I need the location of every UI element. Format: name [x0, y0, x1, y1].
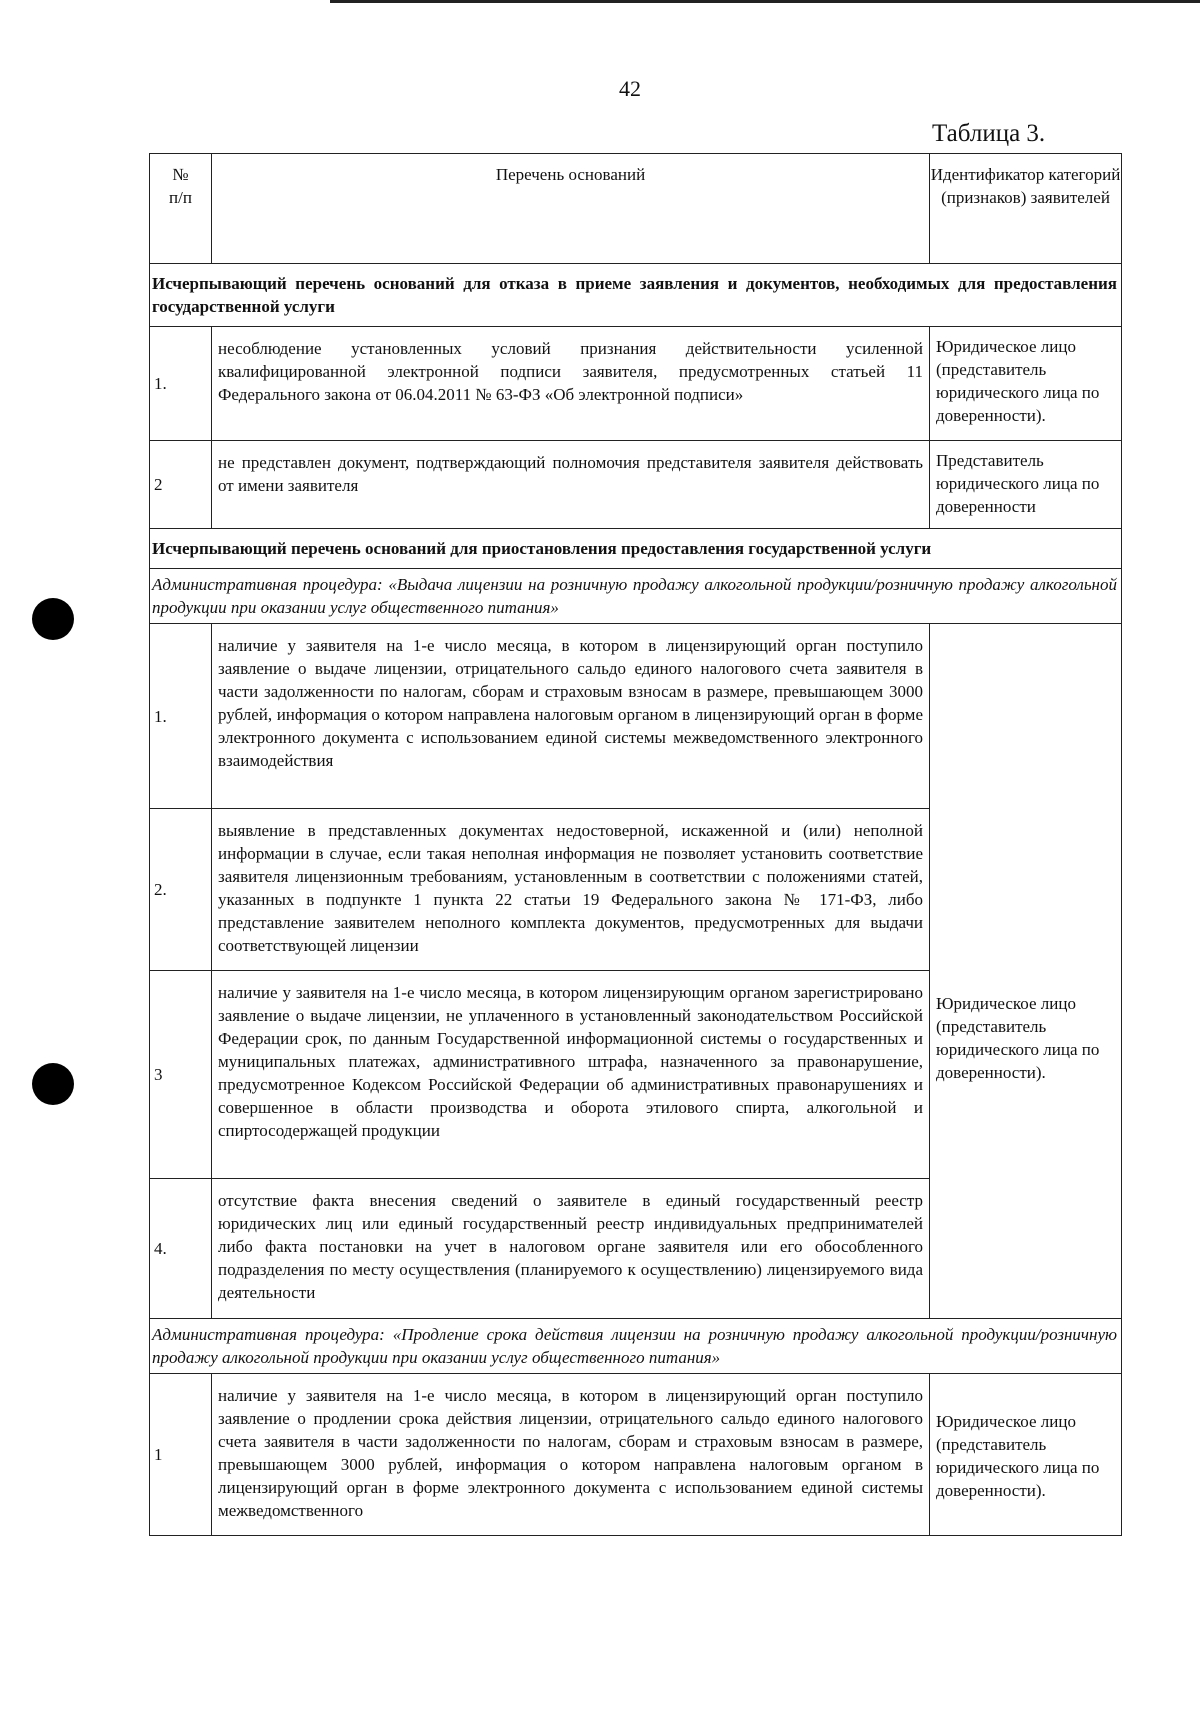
header-list: Перечень оснований [212, 154, 930, 264]
punch-hole-top [32, 598, 74, 640]
row-number: 1. [150, 624, 212, 809]
section-title-row [150, 264, 1122, 327]
punch-hole-bottom [32, 1063, 74, 1105]
procedure-title-extension: Административная процедура: «Продление срока действия лицензии на розничную продажу алкогольной продукции/розничную продажу алкогольной продукции при оказании услуг общественного питания» [150, 1319, 1122, 1374]
procedure-title-issue: Административная процедура: «Выдача лицензии на розничную продажу алкогольной продукции/розничную продажу алкогольной продукции при оказании услуг общественного питания» [150, 569, 1122, 624]
section-title-row [150, 529, 1122, 569]
table-row [150, 441, 1122, 529]
table-caption: Таблица 3. [932, 120, 1046, 147]
grounds-table-container [149, 153, 1121, 1536]
table-row [150, 1374, 1122, 1536]
row-applicant-id: Юридическое лицо (представитель юридического лица по доверенности). [930, 1374, 1122, 1536]
row-text: наличие у заявителя на 1-е число месяца, в котором лицензирующим органом зарегистрировано заявление о выдаче лицензии, не уплаченного в установленный законодательством Российской Федерации срок, по данным Государственной информационной системы о государственных и муниципальных платежах, административного штрафа, назначенного за правонарушение, предусмотренное Кодексом Российской Федерации об административных правонарушениях и совершенное в области производства и оборота этилового спирта, алкогольной и спиртосодержащей продукции [212, 971, 930, 1179]
procedure-row [150, 569, 1122, 624]
row-text: отсутствие факта внесения сведений о заявителе в единый государственный реестр юридических лиц или единый государственный реестр индивидуальных предпринимателей либо факта постановки на учет в налоговом органе заявителя или его обособленного подразделения по месту осуществления (планируемого к осуществлению) лицензируемого вида деятельности [212, 1179, 930, 1319]
row-text: выявление в представленных документах недостоверной, искаженной и (или) неполной информации в случае, если такая неполная информация не позволяет установить соответствие заявителя лицензионным требованиям, установленным в соответствии с положениями статей, указанных в подпункте 1 пункта 22 статьи 19 Федерального закона № 171-ФЗ, либо представление заявителем неполного комплекта документов, предусмотренных для выдачи соответствующей лицензии [212, 809, 930, 971]
page-number: 42 [619, 76, 641, 101]
row-number: 3 [150, 971, 212, 1179]
row-text: несоблюдение установленных условий признания действительности усиленной квалифицированной электронной подписи заявителя, предусмотренных статьей 11 Федерального закона от 06.04.2011 № 63-ФЗ «Об электронной подписи» [212, 327, 930, 441]
table-row [150, 327, 1122, 441]
header-num: № п/п [150, 154, 212, 264]
table-row [150, 624, 1122, 809]
row-number: 4. [150, 1179, 212, 1319]
row-number: 2 [150, 441, 212, 529]
header-id: Идентификатор категорий (признаков) заявителей [930, 154, 1122, 264]
row-text: не представлен документ, подтверждающий полномочия представителя заявителя действовать от имени заявителя [212, 441, 930, 529]
shared-applicant-id: Юридическое лицо (представитель юридического лица по доверенности). [930, 624, 1122, 1319]
scan-edge-line [330, 0, 1200, 3]
procedure-row [150, 1319, 1122, 1374]
row-text: наличие у заявителя на 1-е число месяца, в котором в лицензирующий орган поступило заявление о продлении срока действия лицензии, отрицательного сальдо единого налогового счета заявителя в части задолженности по налогам, сборам и страховым взносам в размере, превышающем 3000 рублей, информация о котором направлена налоговым органом в лицензирующий орган в форме электронного документа с использованием единой системы межведомственного [212, 1374, 930, 1536]
section-title-suspension: Исчерпывающий перечень оснований для приостановления предоставления государственной услуги [150, 529, 1122, 569]
row-number: 2. [150, 809, 212, 971]
row-number: 1. [150, 327, 212, 441]
section-title-refusal: Исчерпывающий перечень оснований для отказа в приеме заявления и документов, необходимых для предоставления государственной услуги [150, 264, 1122, 327]
row-text: наличие у заявителя на 1-е число месяца, в котором в лицензирующий орган поступило заявление о выдаче лицензии, отрицательного сальдо единого налогового счета заявителя в части задолженности по налогам, сборам и страховым взносам в размере, превышающем 3000 рублей, информация о котором направлена налоговым органом в лицензирующий орган в форме электронного документа с использованием единой системы межведомственного электронного взаимодействия [212, 624, 930, 809]
row-applicant-id: Представитель юридического лица по доверенности [930, 441, 1122, 529]
grounds-table [149, 153, 1122, 1536]
table-header-row [150, 154, 1122, 264]
row-applicant-id: Юридическое лицо (представитель юридического лица по доверенности). [930, 327, 1122, 441]
row-number: 1 [150, 1374, 212, 1536]
